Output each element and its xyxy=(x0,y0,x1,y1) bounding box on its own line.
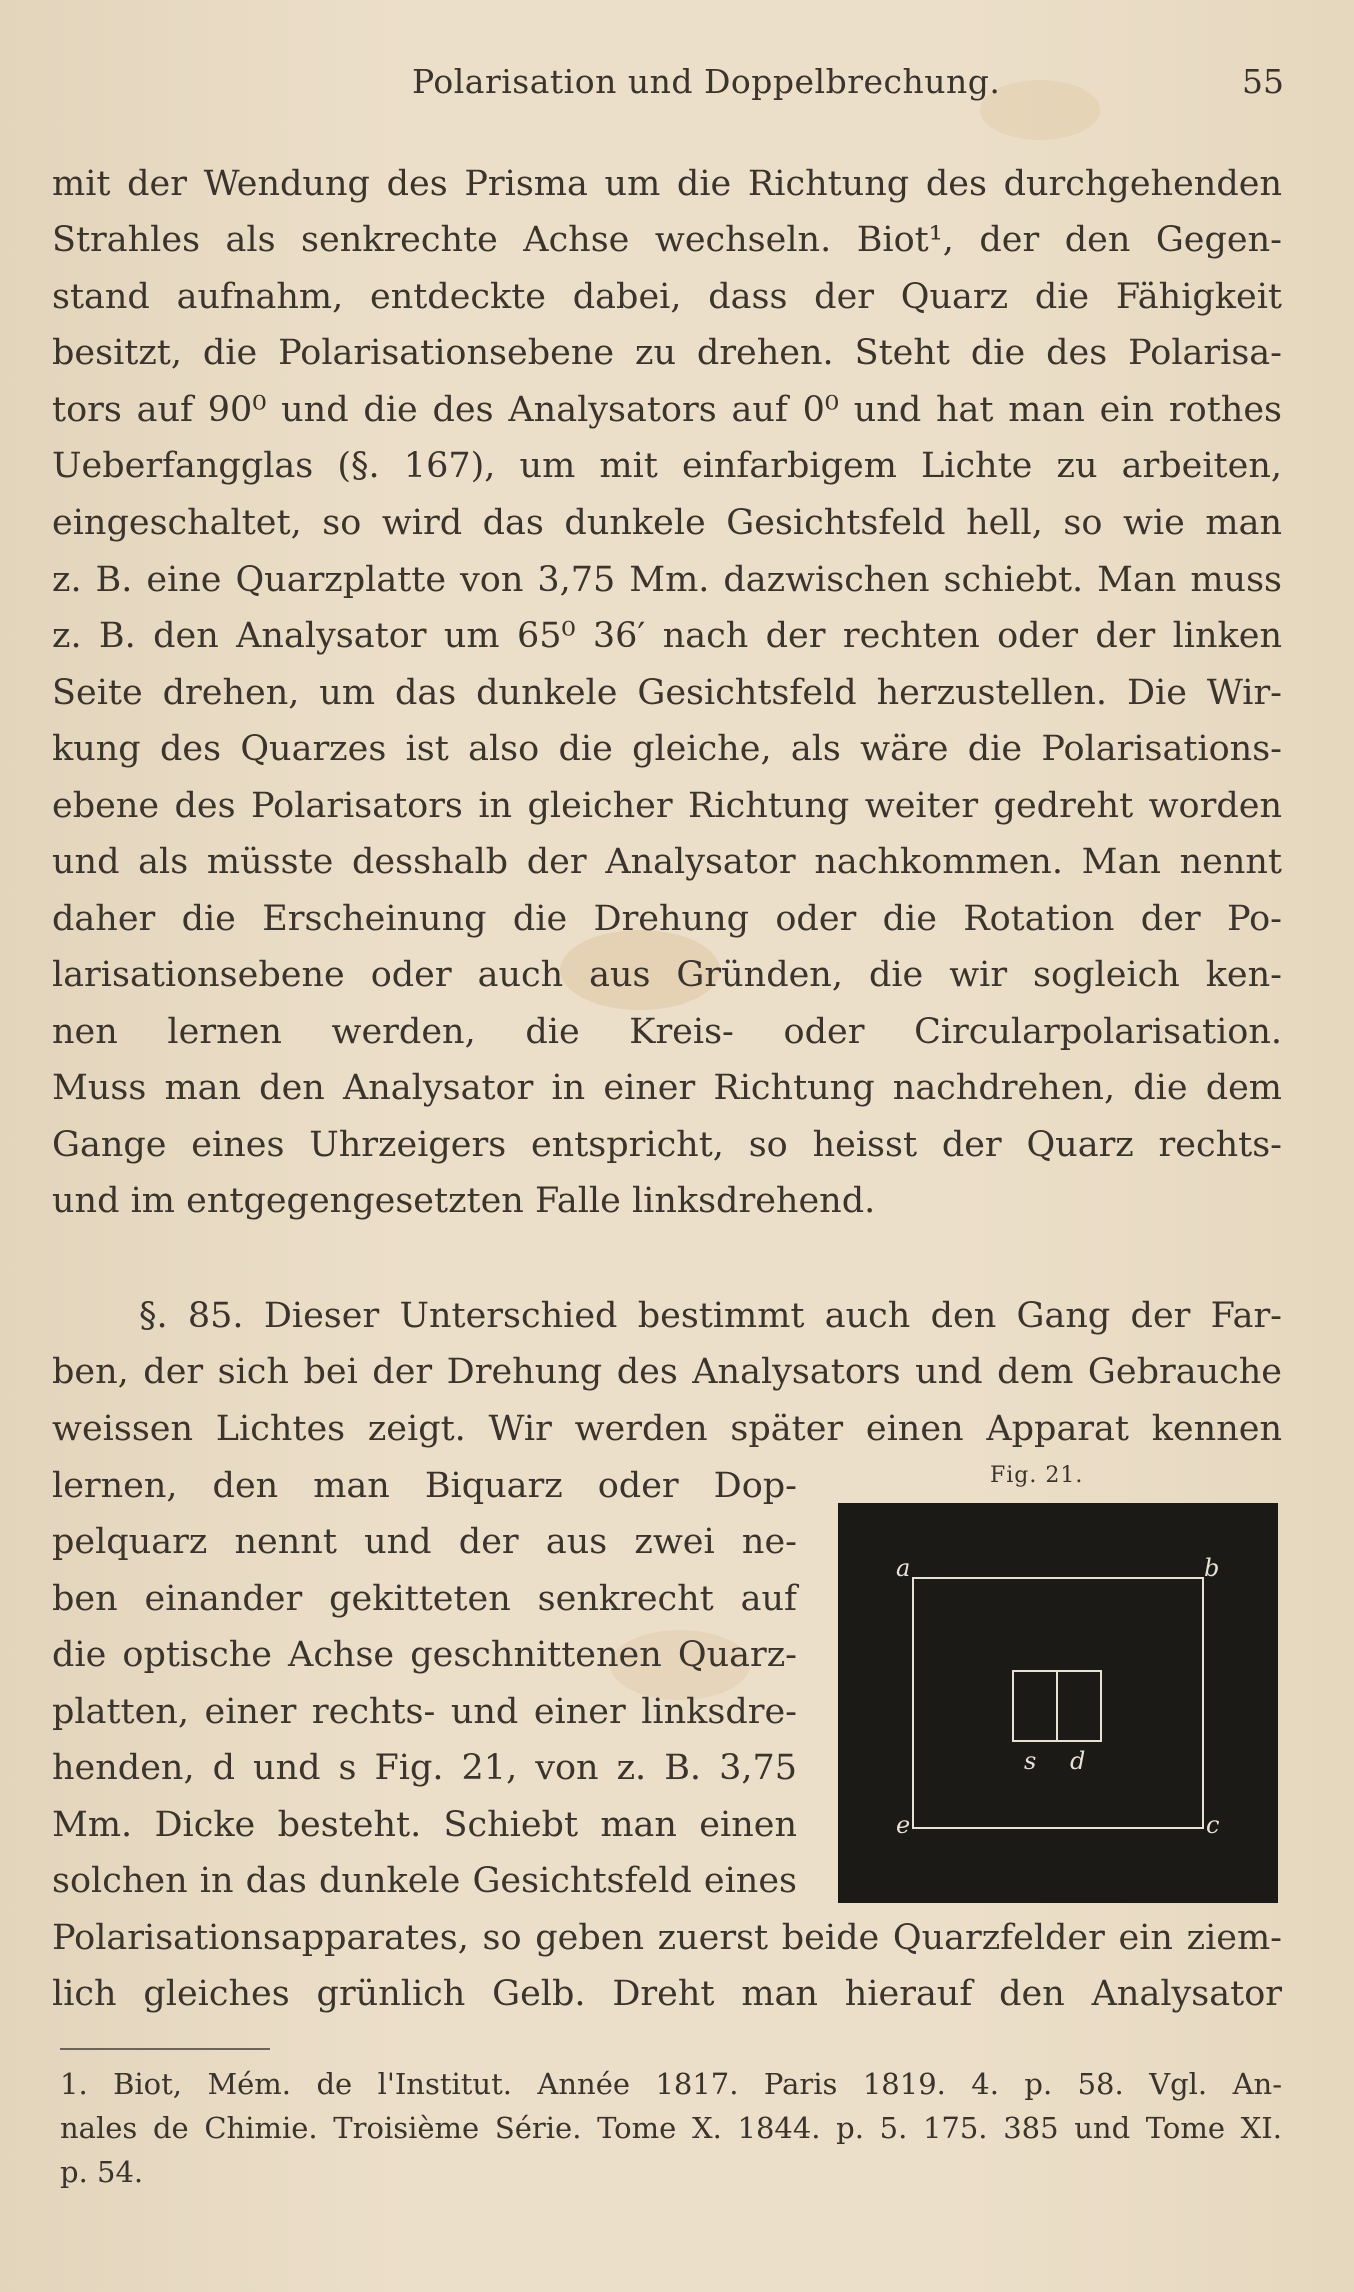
text-line: und als müsste desshalb der Analysator nachkommen. Man nennt xyxy=(52,842,1282,882)
text-line: Mm. Dicke besteht. Schiebt man einen xyxy=(52,1805,797,1845)
text-line: tors auf 90⁰ und die des Analysators auf 0⁰ und hat man ein rothes xyxy=(52,390,1282,430)
text-line: daher die Erscheinung die Drehung oder die Rotation der Po- xyxy=(52,899,1282,939)
page-number: 55 xyxy=(1242,62,1284,101)
page-header xyxy=(52,62,1284,112)
text-line: pelquarz nennt und der aus zwei ne- xyxy=(52,1522,797,1562)
text-line: ben einander gekitteten senkrecht auf xyxy=(52,1579,797,1619)
text-line: ebene des Polarisators in gleicher Richtung weiter gedreht worden xyxy=(52,786,1282,826)
text-line: nen lernen werden, die Kreis- oder Circularpolarisation. xyxy=(52,1012,1282,1052)
text-line: lernen, den man Biquarz oder Dop- xyxy=(52,1466,797,1506)
text-line: stand aufnahm, entdeckte dabei, dass der Quarz die Fähigkeit xyxy=(52,277,1282,317)
text-line: mit der Wendung des Prisma um die Richtung des durchgehenden xyxy=(52,164,1282,204)
text-line: Ueberfangglas (§. 167), um mit einfarbigem Lichte zu arbeiten, xyxy=(52,446,1282,486)
corner-label-a: a xyxy=(896,1554,911,1582)
section-heading-line: §. 85. Dieser Unterschied bestimmt auch den Gang der Far- xyxy=(139,1296,1282,1336)
text-line: z. B. eine Quarzplatte von 3,75 Mm. dazwischen schiebt. Man muss xyxy=(52,560,1282,600)
plate-label-s: s xyxy=(1024,1747,1037,1775)
text-line: und im entgegengesetzten Falle linksdrehend. xyxy=(52,1181,876,1221)
corner-label-c: c xyxy=(1206,1811,1220,1839)
text-line: eingeschaltet, so wird das dunkele Gesichtsfeld hell, so wie man xyxy=(52,503,1282,543)
footnote-line: p. 54. xyxy=(60,2155,144,2189)
footnote-rule xyxy=(60,2048,270,2050)
text-line: larisationsebene oder auch aus Gründen, die wir sogleich ken- xyxy=(52,955,1282,995)
corner-label-e: e xyxy=(896,1811,911,1839)
footnote-line: nales de Chimie. Troisième Série. Tome X. 1844. p. 5. 175. 385 und Tome XI. xyxy=(60,2111,1282,2145)
text-line: kung des Quarzes ist also die gleiche, als wäre die Polarisations- xyxy=(52,729,1282,769)
text-line: weissen Lichtes zeigt. Wir werden später einen Apparat kennen xyxy=(52,1409,1282,1449)
text-line: solchen in das dunkele Gesichtsfeld eines xyxy=(52,1861,797,1901)
corner-label-b: b xyxy=(1204,1554,1220,1582)
text-line: henden, d und s Fig. 21, von z. B. 3,75 xyxy=(52,1748,797,1788)
text-line: Muss man den Analysator in einer Richtung nachdrehen, die dem xyxy=(52,1068,1282,1108)
figure-caption: Fig. 21. xyxy=(990,1463,1084,1488)
footnote-line: 1. Biot, Mém. de l'Institut. Année 1817. Paris 1819. 4. p. 58. Vgl. An- xyxy=(60,2067,1282,2101)
figure-21-diagram xyxy=(838,1503,1278,1903)
running-title: Polarisation und Doppelbrechung. xyxy=(412,62,1001,101)
text-line: ben, der sich bei der Drehung des Analysators und dem Gebrauche xyxy=(52,1352,1282,1392)
text-line: die optische Achse geschnittenen Quarz- xyxy=(52,1635,797,1675)
text-line: platten, einer rechts- und einer linksdre- xyxy=(52,1692,797,1732)
text-line: besitzt, die Polarisationsebene zu drehen. Steht die des Polarisa- xyxy=(52,333,1282,373)
text-line: Seite drehen, um das dunkele Gesichtsfeld herzustellen. Die Wir- xyxy=(52,673,1282,713)
text-line: z. B. den Analysator um 65⁰ 36′ nach der rechten oder der linken xyxy=(52,616,1282,656)
text-line: Polarisationsapparates, so geben zuerst beide Quarzfelder ein ziem- xyxy=(52,1918,1282,1958)
text-line: Strahles als senkrechte Achse wechseln. Biot¹, der den Gegen- xyxy=(52,220,1282,260)
plate-label-d: d xyxy=(1070,1747,1086,1775)
text-line: lich gleiches grünlich Gelb. Dreht man hierauf den Analysator xyxy=(52,1974,1282,2014)
figure-21 xyxy=(838,1503,1278,1903)
text-line: Gange eines Uhrzeigers entspricht, so heisst der Quarz rechts- xyxy=(52,1125,1282,1165)
